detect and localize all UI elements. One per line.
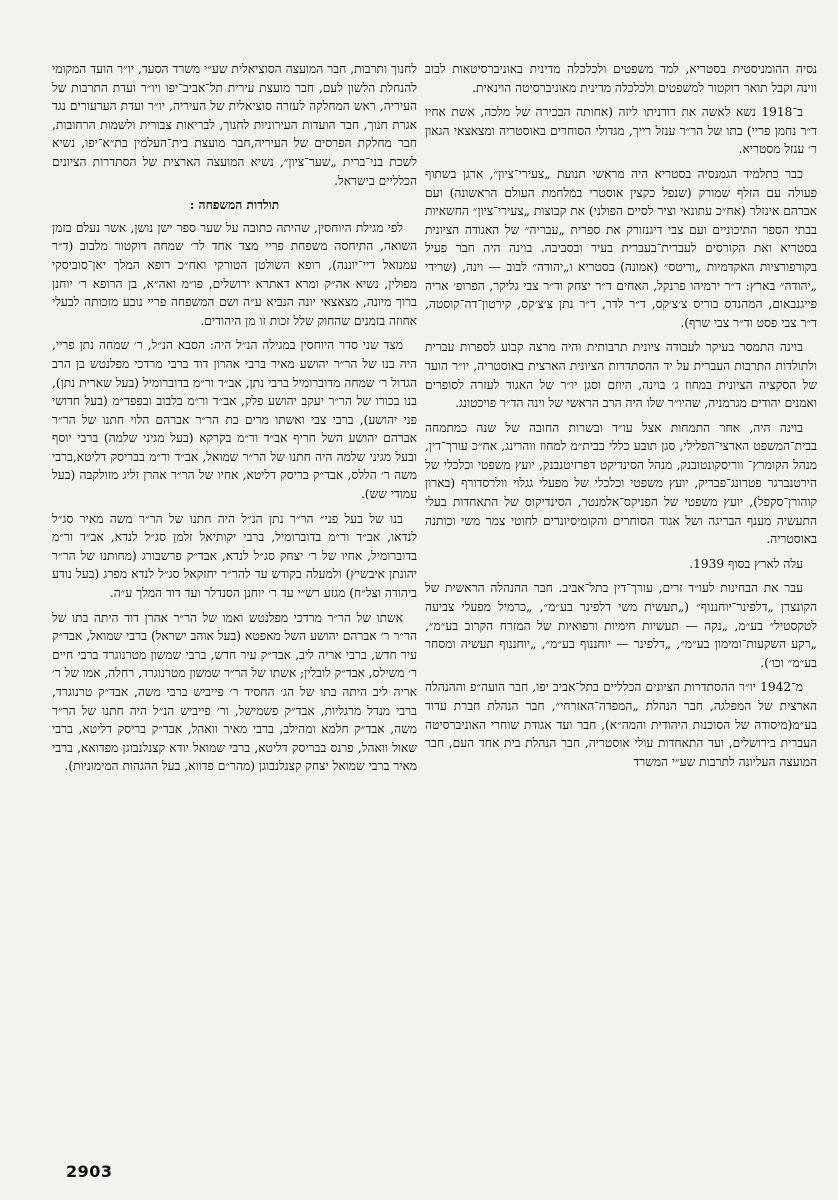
right-column bbox=[425, 60, 817, 777]
section-heading: תולדות המשפחה : bbox=[189, 198, 280, 213]
paragraph: ב־1918 נשא לאשה את דודניתו ליזה (אחותה הבכירה של מלכה, אשת אחיו ד״ר נחמן פריי) בתו של הר״ר ענזל רייך, מגדולי הסוחרים באוסטריה ומצאצאי הגאון ר׳ ענזל מסטריא. bbox=[425, 105, 817, 157]
paragraph: עלה לארץ בסוף 1939. bbox=[689, 556, 803, 571]
paragraph: כבר כתלמיד הגמנסיה בסטריא היה מראשי תנועת „צעירי־ציון״, ארגן בשתוף פעולה עם הזלף שמורק (שנפל כקצין אוסטרי במלחמת העולם הראשונה) ועם אברהם אינזלר (אח״כ עתונאי וציר לסיים הפולני) את קבוצות „צעירי־ציון״ החשאיות בבתי הספר התיכוניים ועם צבי דיגנזורק את ספרית „עבריה״ של האגודה הציונית בסטריא ואת הקורסים לעברית־בעברית בעיר ובסביבה. בוינה היה חבר פעיל בקורפורציות האקדמיות „וריטס״ (אמונה) בסטריא ו„יהודה״ לבוב — וינה, (שרידי „יהודה״ בארץ: ד״ר ירמיהו פרנקל, האחים ד״ר יצחק וד״ר צבי גליקר, הפרופ׳ אריה פייגנבאום, המהנדס בוריס צ׳צ׳קס, ד״ר לדר, ד״ר נתן צ׳צ׳קס, קירטון־דה־קוסטה, ד״ר צבי פסט וד״ר צבי שרף). bbox=[425, 166, 817, 330]
paragraph: לפי מגילת היוחסין, שהיתה כתובה על שער ספר ישן נושן, אשר נעלם בזמן השואה, התיחסה משפחת פריי מצד אחד לר׳ שמחה דוקטור מלבוב (ד״ר עמנואל דיי־יוננה), רופא השולטן הטורקי ואח״כ רופא המלך יאן־סוביסקי מפולין, נשיא אה״ק ומרא דאתרא ירושלים, פו״מ ואה״א, בן הרופא ר׳ יוחנן ברוך מיונה, מצאצאי יונה הנביא ע״ה ושם המשפחה פריי נובע מזכותה לבעלי אחוזה בזמנים שהחוק שלל זכות זו מן היהודים. bbox=[52, 220, 417, 328]
paragraph: מ־1942 יו״ר ההסתדרות הציונים הכלליים בתל־אביב יפו, חבר הועה״פ וההנהלה הארצית של המפלגה, חבר הנהלת „המפדה־האזרחי״, חבר הנהלת חברת עדוד בע״מ(מיסודה של הסוכנות היהודית והמה״א), חבר ועד אגודת שוחרי האוניברסיטה העברית בירושלים, ועד התאחדות עולי אוסטריה, חבר הנהלת בית אחד העם, חבר המועצה העליונה לתרבות שע״י המשרד bbox=[425, 680, 817, 769]
paragraph: עבר את הבחינות לעו״ד זרים, עורך־דין בתל־אביב. חבר ההנהלה הראשית של הקונצרן „דלפינר־יוחננוף״ („תעשית משי דלפינר בע״מ״, „כרמיל מפעלי צביעה לטקסטיל״ בע״מ, „נקה — תעשיות חימיות ורפואיות של המזרח הקרוב בע״מ״, „רקע השקעות־ומימון בע״מ״, „דלפינר — יוחננוף בע״מ״, „יוחננוף תעשיה ומסחר בע״מ״ וכו׳). bbox=[425, 581, 817, 670]
paragraph: בוינה התמסר בעיקר לעבודה ציונית תרבותית והיה מרצה קבוע לספרות עברית ולתולדות התרבות העברית על יד ההסתדרות הציונית הארצית באוסטריה, יו״ר הועד של הסקציה הציונית במחוז ג׳ בוינה, היוזם וסגן יו״ר של האגוד לעזרה לסופרים ואמנים יהודים מגרמניה, שהיו״ר שלו היה הרב הראשי של וינה הד״ר פויכטונג. bbox=[425, 340, 817, 411]
paragraph: בוינה היה, אחר התמחות אצל עו״ד ובשרות החובה של שנה כמתמחה בבית־המשפט הארצי־הפלילי, סגן תובע כללי בבית״מ למחוז ווהרינג, אח״כ עורך־דין, מנהל הקומרץ־ ווריסקונטובנק, מנהל הסינדיקט דפרזיטנבנק, יועץ משפטי וכלכלי של הירטנברגר פטרונג־פבריק, יועץ משפטי וכלכלי של מפעלי גגלוי וולרסדורף (בארון קוהורן־סקפל), יועץ משפטי של הפניקס־אלמנטר, הסינדיקוס של התאחדות בעלי התעשיה מענף הבריגה ושל אגוד הסוחרים והקומיסיונרים לחוטי צמר משי וכותנה באוסטריה. bbox=[425, 420, 817, 547]
paragraph: נסיה ההומניסטית בסטריא, למד משפטים ולכלכלה מדינית באוניברסיטאות לבוב ווינה וקבל תואר דוקטור למשפטים ולכלכלה מדינית מאוניברסיטה הוינאית. bbox=[425, 62, 817, 95]
paragraph: אשתו של הר״ר מרדכי מפלנטש ואמו של הר״ר אהרן דוד היתה בתו של הר״ר ר׳ אברהם יהושע השל מאפטא (בעל אוהב ישראל) ברבי שמואל, אבד״ק עיר חדש, ברבי אריה ליב, אבד״ק עיר חדש, ברבי שמשון מטרנוגרד ברבי חיים ר׳ משילס, אבד״ק לובלין; אשתו של הר״ר שמשון מטרנוגרד, רחלה, אמו של ר׳ אריה ליב היתה בתו של הג׳ החסיד ר׳ פייביש ברבי משה, אבד״ק טרנוגרד, ברבי מנדל מרגליות, אבד״ק פשמישל, ור׳ פייביש הנ״ל היה חתנו של הר״ר משה, אבד״ק חלמא ומהילב, ברבי מאיר וואהל, אבד״ק בריסק דליטא, ברבי שאול וואהל, פרנס בבריסק דליטא, ברבי שמואל יודא קצנלנבוגן מפדואא, ברבי מאיר ברבי שמואל יצחק קצנלנבוגן (מהר״ם פדווא, בעל ההגהות המימוניות). bbox=[52, 610, 417, 774]
paragraph: בנו של בעל פני״ הר״ר נתן הנ״ל היה חתנו של הר״ר משה מאיר סג״ל לנדאו, אב״ד ור״מ בדוברומיל, ברבי יקותיאל זלמן סג״ל לנדא, אב״ד ור״מ בדוברומיל, אחיו של ר׳ יצחק סג״ל לנדא, אבד״ק פרשבורג (מחותנו של הר״ר יהונתן איבשיץ) ולמעלה בקודש עד להר״ר יחזקאל סג״ל לנדא מפרג (בעל נודע ביהודה וצל״ח) מגזע רש״י עד ר׳ יוחנן הסנדלר ועד דוד המלך ע״ה. bbox=[52, 511, 417, 601]
page-number: 2903 bbox=[66, 1162, 113, 1181]
left-column bbox=[52, 60, 417, 782]
paragraph: מצד שני סדר היוחסין במגילה הנ״ל היה: הסבא הנ״ל, ר׳ שמחה נתן פריי, היה בנו של הר״ר יהושע מאיר ברבי אהרון דוד ברבי מרדכי מפלנטש בן הרב הגדול ר׳ שמחה מדוברומיל ברבי נתן, אב״ד ור״מ בדוברומיל (בעל שארית נתן), בנו בכורו של הר״ר יעקב יהושע פלק, אב״ד ור״מ בלבוב ובפפד״מ (בעל חדושי פני יהושע), ברבי צבי ואשתו מרים בת הר״ר אברהם הלוי חתנו של הר״ר אברהם יהושע השל חריף אב״ד ור״מ בקרקא (בעל מגיני שלמה) ברבי יוסף ובעל מגיני שלמה היה חתנו של הר״ר שמואל, אב״ד ור״מ בבריסק דליטא,ברבי משה ר׳ הללס, אבד״ק בריסק דליטא, אחיו של הר״ר אהרן זליג מזולקבה (בעל עמודי שש). bbox=[52, 338, 417, 502]
paragraph: לחנוך ותרבות, חבר המועצה הסוציאלית שע״י משרד הסעד, יו״ר הועד המקומי להנחלת הלשון לעם, חבר מועצת עירית תל־אביב־יפו ויו״ר ועדת התרבות של העיריה, ראש המחלקה לעזרה סוציאלית של העיריה, יו״ר ועדת הערעורים נגד אגרת חנוך, חבר הועדות העירוניות לחנוך, לבריאות צבורית ולשמות הרחובות, חבר מחלקת הפרסים של העיריה,חבר מועצת בית־העלמין בת״א־יפו, נשיא לשכת בני־ברית „שער־ציון״, נשיא המועצה הארצית של הסתדרות הציונים הכלליים בישראל. bbox=[52, 62, 417, 188]
